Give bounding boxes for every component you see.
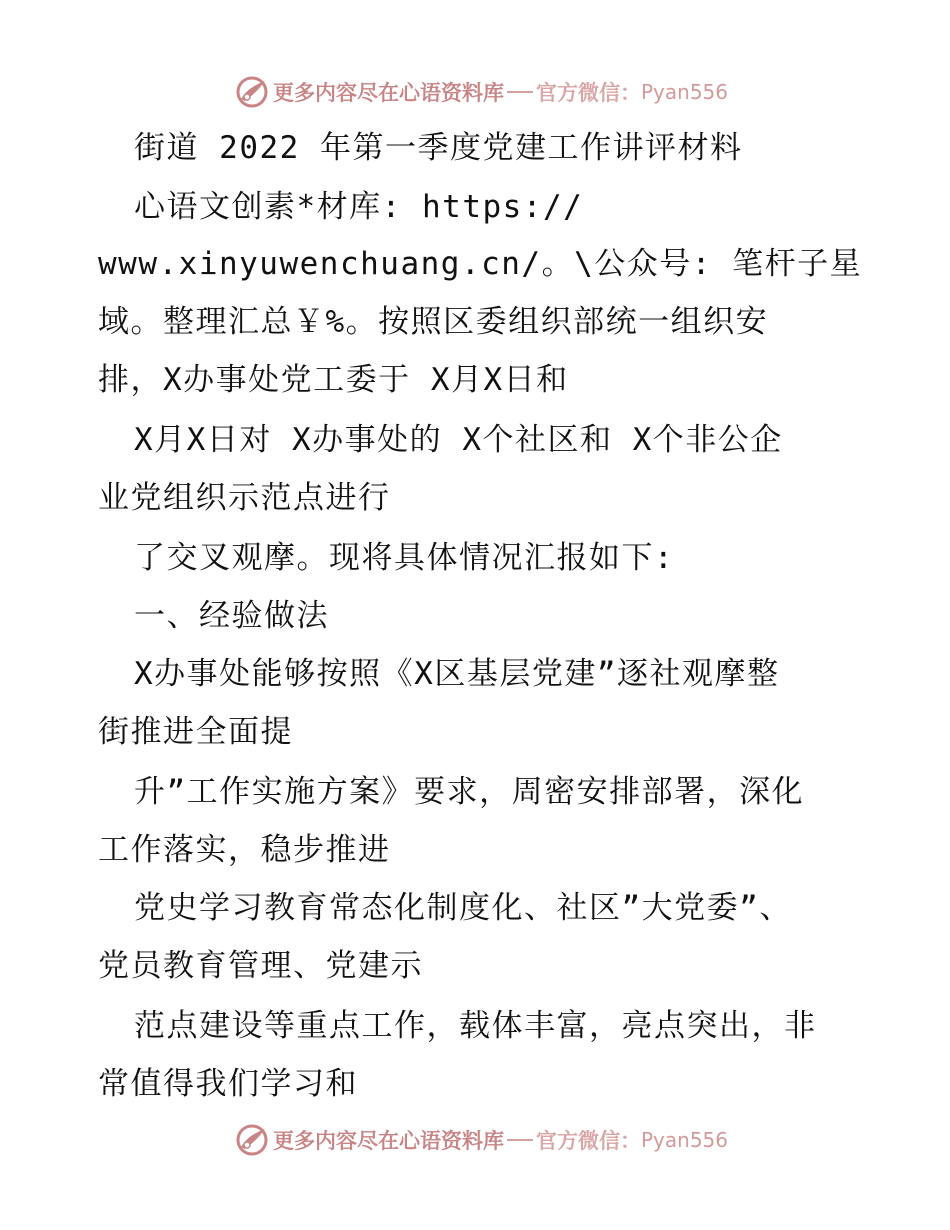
document-line: 范点建设等重点工作，载体丰富，亮点突出，非 bbox=[134, 1008, 817, 1044]
watermark-official-label: 官方微信： bbox=[536, 1128, 641, 1153]
document-line: 业党组织示范点进行 bbox=[98, 480, 391, 516]
section-heading: 一、经验做法 bbox=[134, 598, 329, 634]
document-line: 升”工作实施方案》要求，周密安排部署，深化 bbox=[134, 774, 805, 810]
document-line: 工作落实，稳步推进 bbox=[98, 832, 391, 868]
document-line: 党员教育管理、党建示 bbox=[98, 948, 423, 984]
watermark-wechat-id: Pyan556 bbox=[641, 80, 729, 104]
document-line: www.xinyuwenchuang.cn/。\公众号: 笔杆子星 bbox=[98, 246, 863, 282]
document-line: 域。整理汇总￥%。按照区委组织部统一组织安 bbox=[98, 304, 769, 340]
watermark-wechat-id: Pyan556 bbox=[641, 1128, 729, 1152]
document-title: 街道 2022 年第一季度党建工作讲评材料 bbox=[134, 130, 743, 166]
document-line: 街推进全面提 bbox=[98, 714, 293, 750]
watermark-logo-icon bbox=[235, 1123, 269, 1157]
document-line: 党史学习教育常态化制度化、社区”大党委”、 bbox=[134, 890, 792, 926]
watermark-dash bbox=[507, 1139, 533, 1141]
watermark-text: 更多内容尽在心语资料库 bbox=[273, 80, 504, 105]
watermark-banner-bottom bbox=[235, 1122, 728, 1158]
document-line: X办事处能够按照《X区基层党建”逐社观摩整 bbox=[134, 656, 780, 692]
document-line: 了交叉观摩。现将具体情况汇报如下: bbox=[134, 540, 675, 576]
document-line: 常值得我们学习和 bbox=[98, 1066, 358, 1102]
watermark-official-label: 官方微信： bbox=[536, 80, 641, 105]
document-line: X月X日对 X办事处的 X个社区和 X个非公企 bbox=[134, 422, 783, 458]
document-line: 心语文创素*材库: https:// bbox=[134, 189, 584, 225]
document-line: 排，X办事处党工委于 X月X日和 bbox=[98, 362, 569, 398]
watermark-text: 更多内容尽在心语资料库 bbox=[273, 1128, 504, 1153]
